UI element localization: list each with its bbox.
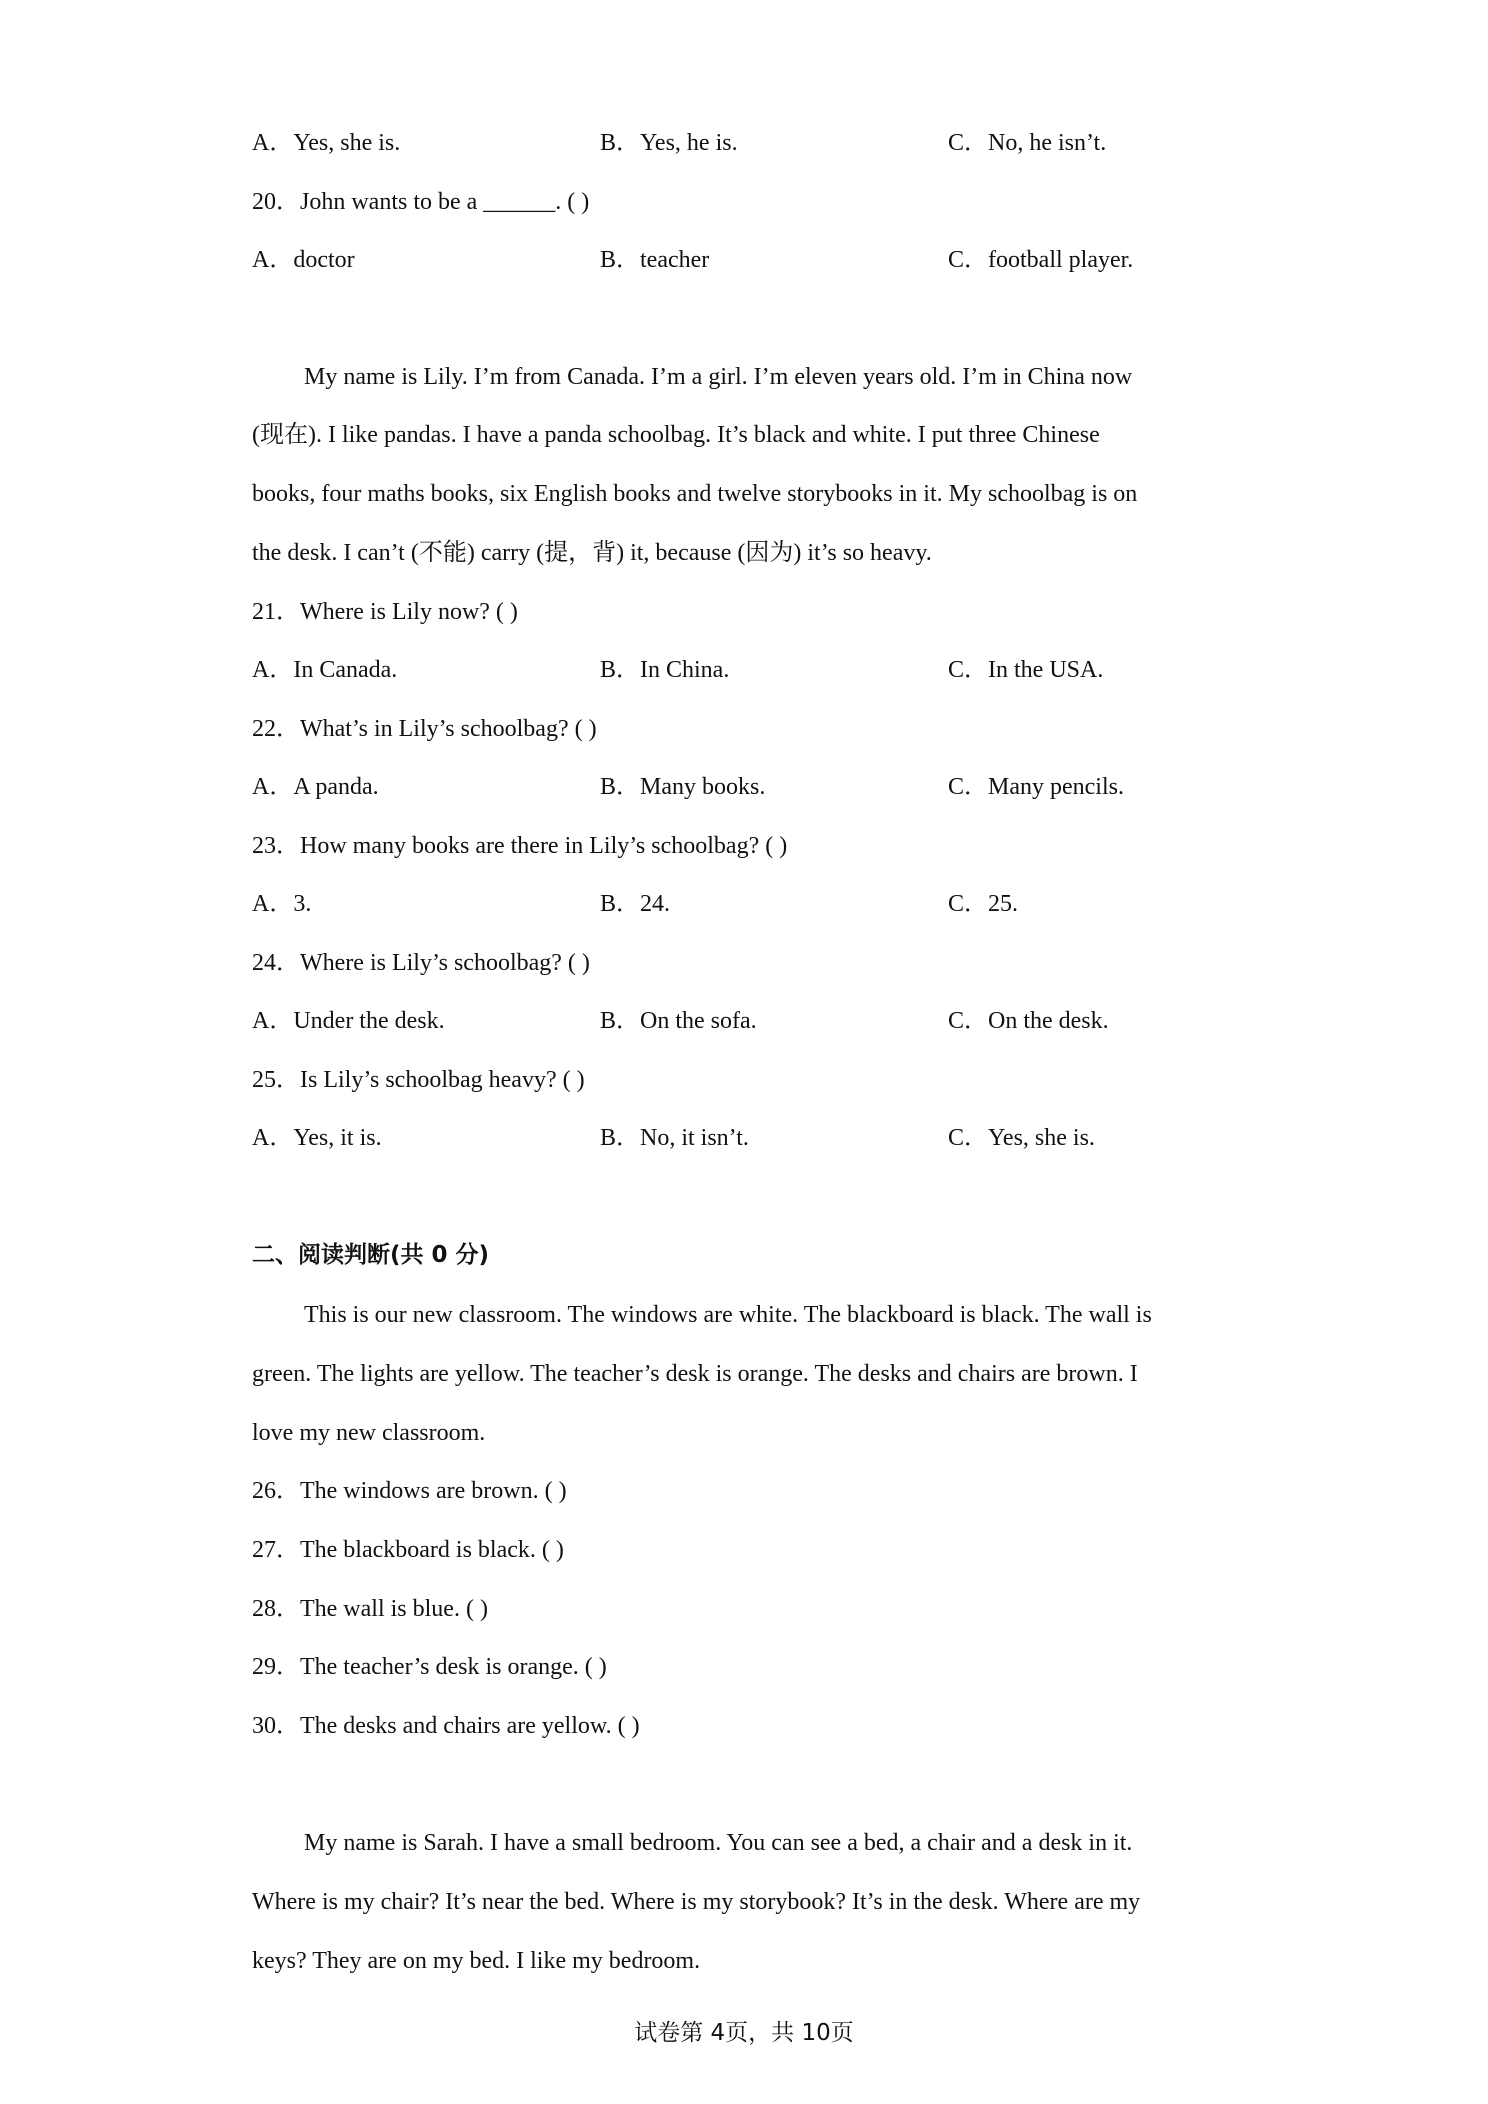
q23-option-c: C．25. <box>948 891 1019 917</box>
q19-option-c: C．No, he isn’t. <box>948 130 1107 156</box>
q22-question: 22．What’s in Lily’s schoolbag? ( ) <box>252 716 597 742</box>
q23-options <box>252 889 1252 919</box>
section-2-title: 二、阅读判断(共 0 分) <box>252 1242 490 1268</box>
q20-option-a: A．doctor <box>252 247 355 273</box>
sarah-passage-line-1: My name is Sarah. I have a small bedroom. You can see a bed, a chair and a desk in it. <box>304 1830 1133 1856</box>
q25-option-b: B．No, it isn’t. <box>600 1125 749 1151</box>
q21-option-c: C．In the USA. <box>948 657 1104 683</box>
q25-option-a: A．Yes, it is. <box>252 1125 382 1151</box>
q22-option-a: A．A panda. <box>252 774 379 800</box>
lily-passage-line-1: My name is Lily. I’m from Canada. I’m a girl. I’m eleven years old. I’m in China now <box>304 364 1133 390</box>
q20-question: 20．John wants to be a ______. ( ) <box>252 189 590 215</box>
q29-statement: 29．The teacher’s desk is orange. ( ) <box>252 1654 607 1680</box>
q20-option-b: B．teacher <box>600 247 710 273</box>
lily-passage-line-3: books, four maths books, six English books and twelve storybooks in it. My schoolbag is on <box>252 481 1138 507</box>
q19-option-a: A．Yes, she is. <box>252 130 401 156</box>
q24-option-b: B．On the sofa. <box>600 1008 757 1034</box>
q23-option-b: B．24. <box>600 891 671 917</box>
q25-question: 25．Is Lily’s schoolbag heavy? ( ) <box>252 1067 585 1093</box>
q21-option-a: A．In Canada. <box>252 657 398 683</box>
q20-options <box>252 245 1252 275</box>
q20-option-c: C．football player. <box>948 247 1134 273</box>
q30-statement: 30．The desks and chairs are yellow. ( ) <box>252 1713 640 1739</box>
classroom-passage-line-3: love my new classroom. <box>252 1420 486 1446</box>
lily-passage-line-2: (现在). I like pandas. I have a panda schoolbag. It’s black and white. I put three Chinese <box>252 422 1100 448</box>
classroom-passage-line-2: green. The lights are yellow. The teacher’s desk is orange. The desks and chairs are brown. I <box>252 1361 1138 1387</box>
q19-options <box>252 128 1252 158</box>
lily-passage-line-4: the desk. I can’t (不能) carry (提，背) it, because (因为) it’s so heavy. <box>252 540 932 566</box>
q22-options <box>252 772 1252 802</box>
q25-option-c: C．Yes, she is. <box>948 1125 1095 1151</box>
q21-option-b: B．In China. <box>600 657 730 683</box>
q23-option-a: A．3. <box>252 891 312 917</box>
q19-option-b: B．Yes, he is. <box>600 130 738 156</box>
q21-options <box>252 655 1252 685</box>
q24-option-a: A．Under the desk. <box>252 1008 445 1034</box>
q28-statement: 28．The wall is blue. ( ) <box>252 1596 488 1622</box>
q23-question: 23．How many books are there in Lily’s schoolbag? ( ) <box>252 833 788 859</box>
sarah-passage-line-2: Where is my chair? It’s near the bed. Where is my storybook? It’s in the desk. Where are my <box>252 1889 1141 1915</box>
classroom-passage-line-1: This is our new classroom. The windows are white. The blackboard is black. The wall is <box>304 1302 1152 1328</box>
q24-question: 24．Where is Lily’s schoolbag? ( ) <box>252 950 590 976</box>
q22-option-c: C．Many pencils. <box>948 774 1124 800</box>
sarah-passage-line-3: keys? They are on my bed. I like my bedroom. <box>252 1948 701 1974</box>
q27-statement: 27．The blackboard is black. ( ) <box>252 1537 564 1563</box>
q26-statement: 26．The windows are brown. ( ) <box>252 1478 567 1504</box>
page-footer: 试卷第 4页，共 10页 <box>634 2020 854 2046</box>
q24-options <box>252 1006 1252 1036</box>
q25-options <box>252 1123 1252 1153</box>
q24-option-c: C．On the desk. <box>948 1008 1109 1034</box>
q22-option-b: B．Many books. <box>600 774 766 800</box>
q21-question: 21．Where is Lily now? ( ) <box>252 599 518 625</box>
